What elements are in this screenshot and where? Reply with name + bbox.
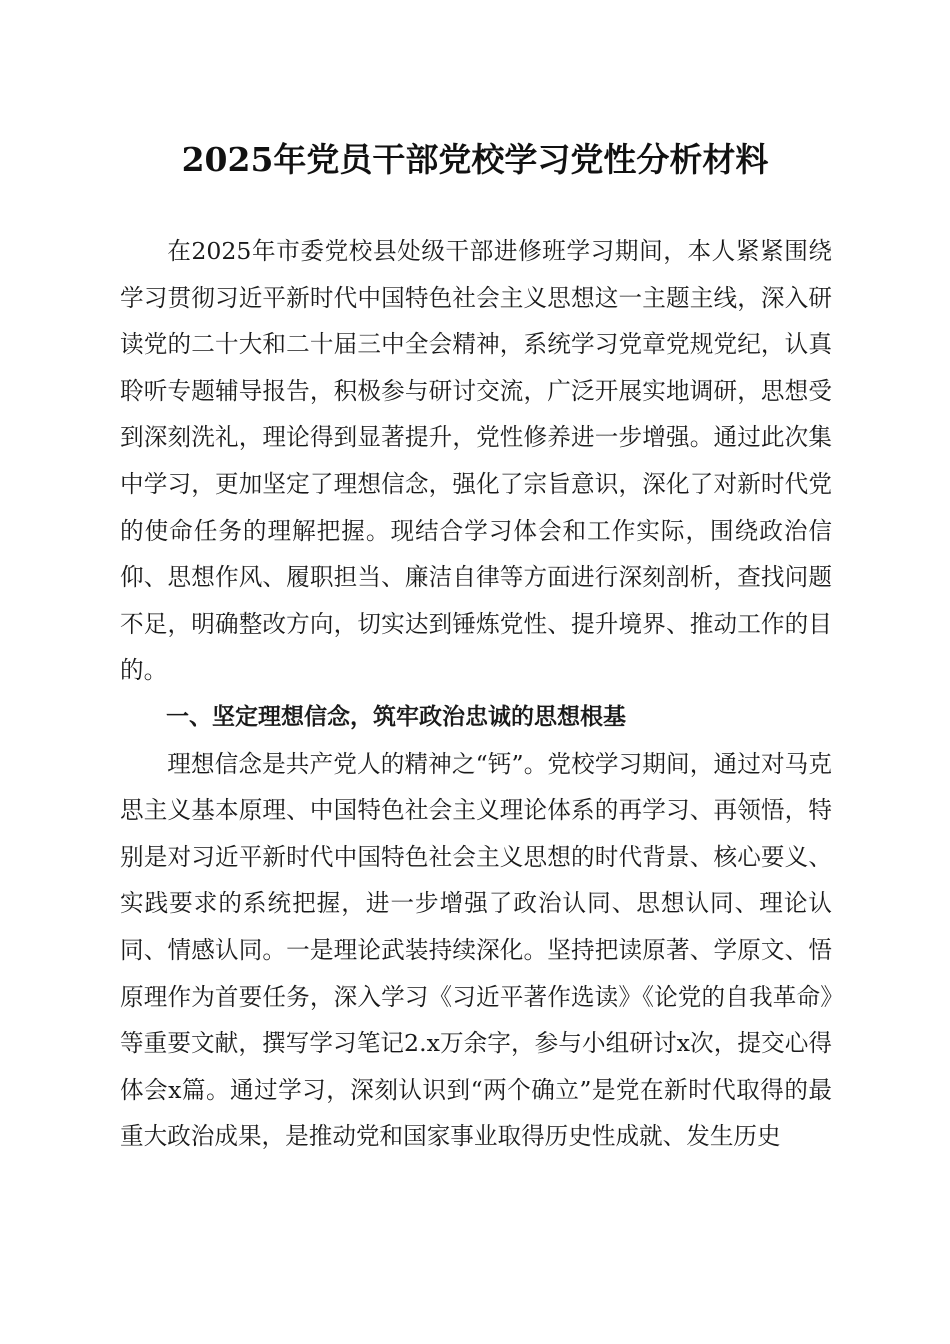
document-body xyxy=(120,228,832,1160)
paragraph-intro: 在2025年市委党校县处级干部进修班学习期间，本人紧紧围绕学习贯彻习近平新时代中国特色社会主义思想这一主题主线，深入研读党的二十大和二十届三中全会精神，系统学习党章党规党纪，认真聆听专题辅导报告，积极参与研讨交流，广泛开展实地调研，思想受到深刻洗礼，理论得到显著提升，党性修养进一步增强。通过此次集中学习，更加坚定了理想信念，强化了宗旨意识，深化了对新时代党的使命任务的理解把握。现结合学习体会和工作实际，围绕政治信仰、思想作风、履职担当、廉洁自律等方面进行深刻剖析，查找问题不足，明确整改方向，切实达到锤炼党性、提升境界、推动工作的目的。 xyxy=(120,237,832,685)
section-heading-1: 一、坚定理想信念，筑牢政治忠诚的思想根基 xyxy=(166,703,626,730)
document-title: 2025年党员干部党校学习党性分析材料 xyxy=(181,140,769,179)
paragraph-section-1: 理想信念是共产党人的精神之“钙”。党校学习期间，通过对马克思主义基本原理、中国特色社会主义理论体系的再学习、再领悟，特别是对习近平新时代中国特色社会主义思想的时代背景、核心要义、实践要求的系统把握，进一步增强了政治认同、思想认同、理论认同、情感认同。一是理论武装持续深化。坚持把读原著、学原文、悟原理作为首要任务，深入学习《习近平著作选读》《论党的自我革命》等重要文献，撰写学习笔记2.x万余字，参与小组研讨x次，提交心得体会x篇。通过学习，深刻认识到“两个确立”是党在新时代取得的最重大政治成果，是推动党和国家事业取得历史性成就、发生历史 xyxy=(120,749,832,1151)
